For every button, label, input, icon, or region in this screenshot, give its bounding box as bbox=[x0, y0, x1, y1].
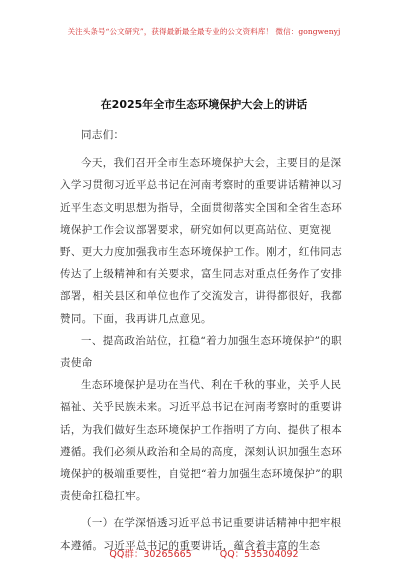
header-note: 关注头条号“公文研究”，获得最新最全最专业的公文资料库！ 微信：gongwenyj bbox=[67, 27, 341, 36]
paragraph-subsection-1: （一）在学深悟透习近平总书记重要讲话精神中把牢根本遵循。习近平总书记的重要讲话，蕴含着丰富的生态 bbox=[60, 517, 342, 552]
footer-contact bbox=[0, 546, 408, 560]
document-title: 在2025年全市生态环境保护大会上的讲话 bbox=[100, 98, 308, 111]
paragraph-intro: 今天，我们召开全市生态环境保护大会，主要目的是深入学习贯彻习近平总书记在河南考察时的重要讲话精神以习近平生态文明思想为指导，全面贯彻落实全国和全省生态环境保护工作会议部署要求，研究如何以更高站位、更宽视野、更大力度加强我市生态环境保护工作。刚才，红伟同志传达了上级精神和有关要求，富生同志对重点任务作了安排部署，相关县区和单位也作了交流发言，讲得都很好，我都赞同。下面，我再讲几点意见。 bbox=[60, 157, 343, 325]
footer-qq: QQ：535304092 bbox=[219, 549, 299, 560]
document-body bbox=[60, 124, 352, 557]
paragraph-section-1: 生态环境保护是功在当代、利在千秋的事业，关乎人民福祉、关乎民族未来。习近平总书记在河南考察时的重要讲话，为我们做好生态环境保护工作指明了方向、提供了根本遵循。我们必须从政治和全局的高度，深刻认识加强生态环境保护的极端重要性，自觉把“着力加强生态环境保护”的职责使命扛稳扛牢。 bbox=[60, 379, 343, 503]
footer-qq-group: QQ群：30265665 bbox=[109, 549, 192, 560]
section-heading-1: 一、提高政治站位，扛稳“着力加强生态环境保护”的职责使命 bbox=[60, 334, 342, 370]
greeting: 同志们： bbox=[81, 129, 125, 141]
